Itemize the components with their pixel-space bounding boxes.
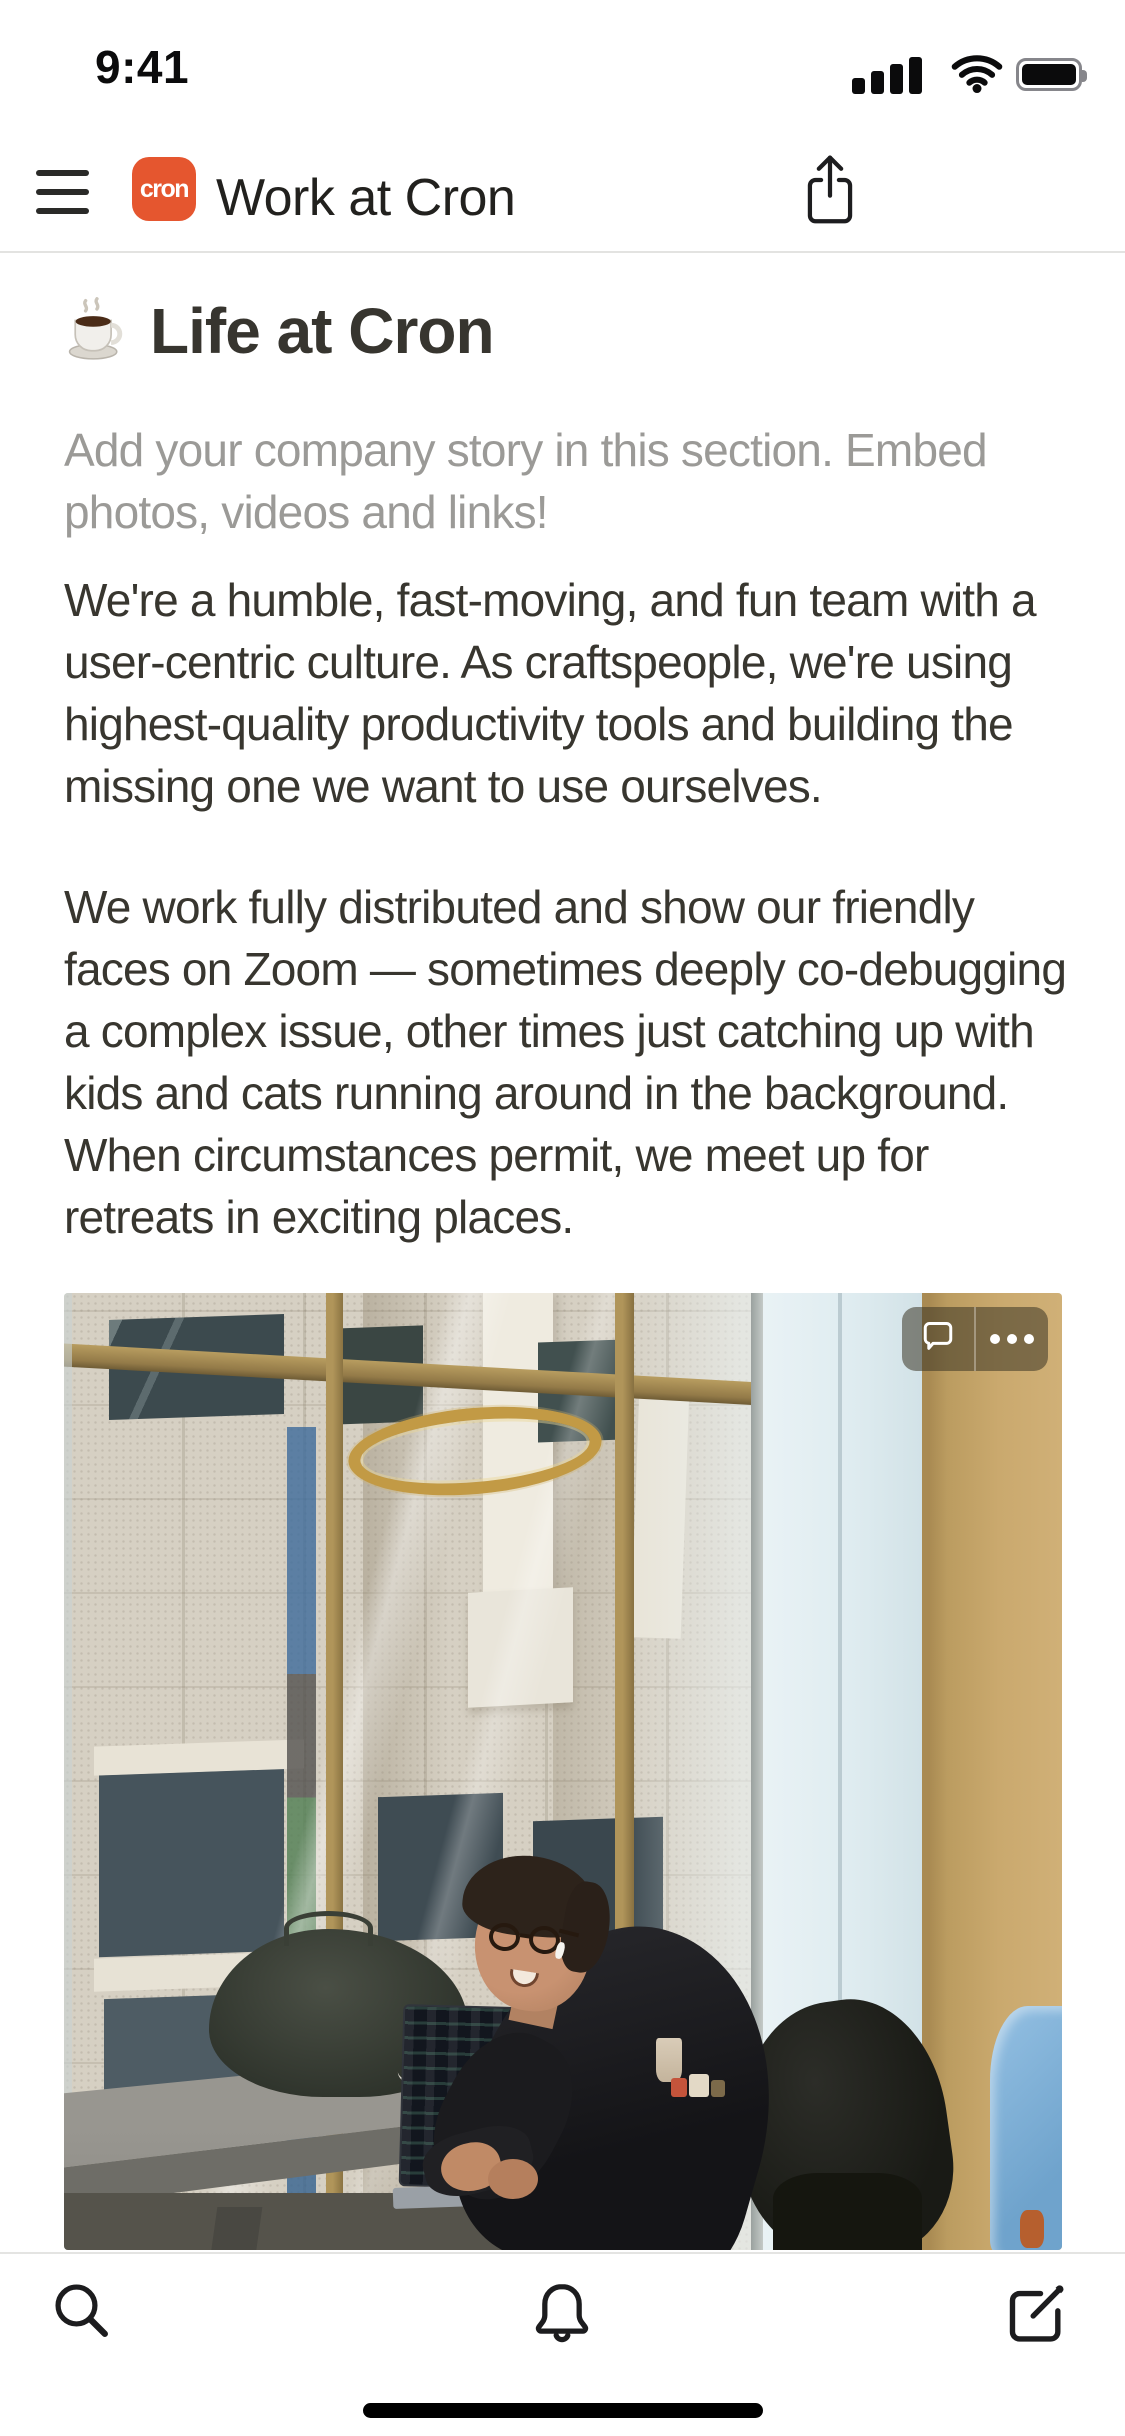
placeholder-text: Add your company story in this section. Embed photos, videos and links! <box>64 424 987 538</box>
cellular-signal-icon <box>852 56 938 96</box>
nav-title: Work at Cron <box>216 169 516 227</box>
nav-divider <box>0 251 1125 253</box>
menu-hamburger-button[interactable] <box>36 170 89 218</box>
search-button[interactable] <box>49 2278 115 2349</box>
coffee-emoji <box>62 295 130 368</box>
ellipsis-icon <box>990 1334 1034 1344</box>
status-time: 9:41 <box>95 41 190 93</box>
home-indicator[interactable] <box>363 2403 763 2418</box>
body-paragraph-1: We're a humble, fast-moving, and fun team with a user-centric culture. As craftspeople, we're using highest-quality productivity tools and building the missing one we want to use ourselves. <box>64 574 1036 812</box>
comment-bubble-icon <box>921 1321 955 1358</box>
embedded-photo[interactable] <box>64 1293 1062 2250</box>
photo-action-overlay <box>902 1307 1048 1371</box>
photo-comment-button[interactable] <box>902 1307 974 1371</box>
notifications-button[interactable] <box>528 2278 596 2355</box>
photo-cup <box>656 2038 682 2082</box>
body-paragraph-2: We work fully distributed and show our friendly faces on Zoom — sometimes deeply co-debugging a complex issue, other times just catching up with kids and cats running around in the background. When circumstances permit, we meet up for retreats in exciting places. <box>64 881 1067 1243</box>
compose-button[interactable] <box>1002 2278 1070 2351</box>
photo-more-button[interactable] <box>976 1307 1048 1371</box>
cron-app-icon[interactable] <box>132 157 196 221</box>
battery-icon <box>1016 58 1082 91</box>
wifi-icon <box>950 52 1004 99</box>
page-heading <box>62 294 494 368</box>
page-title: Life at Cron <box>150 295 494 367</box>
share-button[interactable] <box>801 152 859 233</box>
cron-logo-text: cron <box>139 174 189 203</box>
